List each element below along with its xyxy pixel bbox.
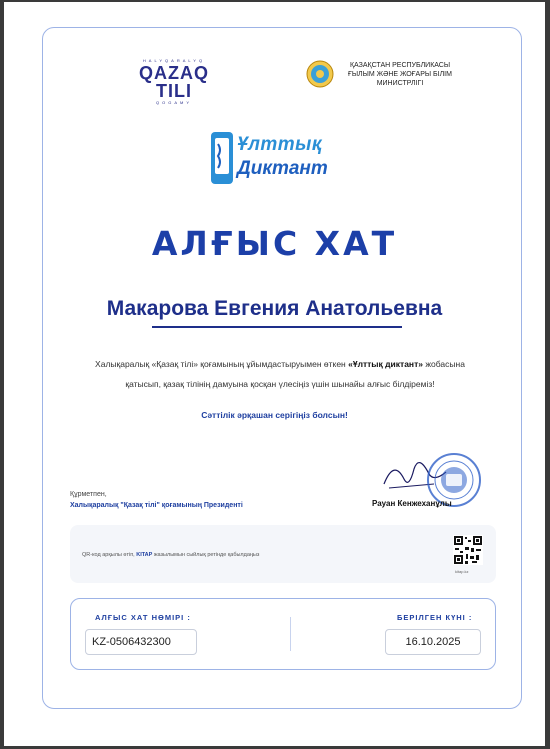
qr-text-kitap: KITAP xyxy=(136,552,153,558)
respect-label: Құрметпен, xyxy=(70,491,107,498)
certificate-details-box xyxy=(70,598,496,670)
qazaq-logo-bottom-text: QOGAMY xyxy=(155,100,192,105)
qr-text-pre: QR-код арқылы өтіп, xyxy=(82,552,137,558)
qr-code-icon[interactable] xyxy=(453,535,483,565)
issue-date-field: 16.10.2025 xyxy=(385,629,481,655)
recipient-underline xyxy=(152,326,402,328)
gratitude-line1-post: жобасына xyxy=(422,359,465,369)
logo-word-ulttyq: Ұлттық xyxy=(237,134,323,155)
certificate-number-label: АЛҒЫС ХАТ НӨМІРІ : xyxy=(95,613,191,622)
gratitude-line2: қатысып, қазақ тілінің дамуына қосқан үлесіңіз үшін шынайы алғыс білдіреміз! xyxy=(125,379,435,389)
qazaq-logo-top-text: HALYQARALYQ xyxy=(142,58,206,63)
details-divider xyxy=(290,617,291,651)
ministry-line-2: ҒЫЛЫМ ЖӘНЕ ЖОҒАРЫ БІЛІМ xyxy=(348,71,452,78)
qr-promo-box xyxy=(70,525,496,583)
state-emblem-icon xyxy=(306,60,334,88)
recipient-name: Макарова Евгения Анатольевна xyxy=(106,297,443,320)
qr-site-label: kitap.kz xyxy=(455,569,469,574)
certificate-number-field: KZ-0506432300 xyxy=(85,629,197,655)
signer-role: Халықаралық "Қазақ тілі" қоғамының Президенті xyxy=(70,502,243,509)
certificate-page xyxy=(4,2,545,746)
signature-block xyxy=(70,489,243,511)
phone-book-icon xyxy=(209,130,235,186)
signer-name: Рауан Кенжеханұлы xyxy=(372,499,452,508)
ministry-name xyxy=(340,61,460,88)
qazaq-tili-logo xyxy=(119,58,229,106)
gratitude-project-name: «Ұлттық диктант» xyxy=(348,359,423,369)
certificate-title: АЛҒЫС ХАТ xyxy=(151,224,398,263)
qazaq-logo-main-text: QAZAQ TILI xyxy=(139,63,209,101)
issue-date-label: БЕРІЛГЕН КҮНІ : xyxy=(397,613,473,622)
wish-text: Сәттілік әрқашан серігіңіз болсын! xyxy=(201,410,348,420)
logo-word-diktant: Диктант xyxy=(237,158,328,179)
qr-text-post: жазылымын сыйлық ретінде қабылдаңыз xyxy=(152,552,260,558)
gratitude-text xyxy=(60,354,500,394)
gratitude-line1-pre: Халықаралық «Қазақ тілі» қоғамының ұйымдастыруымен өткен xyxy=(95,359,349,369)
ministry-line-1: ҚАЗАҚСТАН РЕСПУБЛИКАСЫ xyxy=(349,62,451,69)
ministry-line-3: МИНИСТРЛІГІ xyxy=(376,80,424,87)
qr-promo-text xyxy=(82,552,259,558)
ulttyq-diktant-logo xyxy=(209,130,359,190)
